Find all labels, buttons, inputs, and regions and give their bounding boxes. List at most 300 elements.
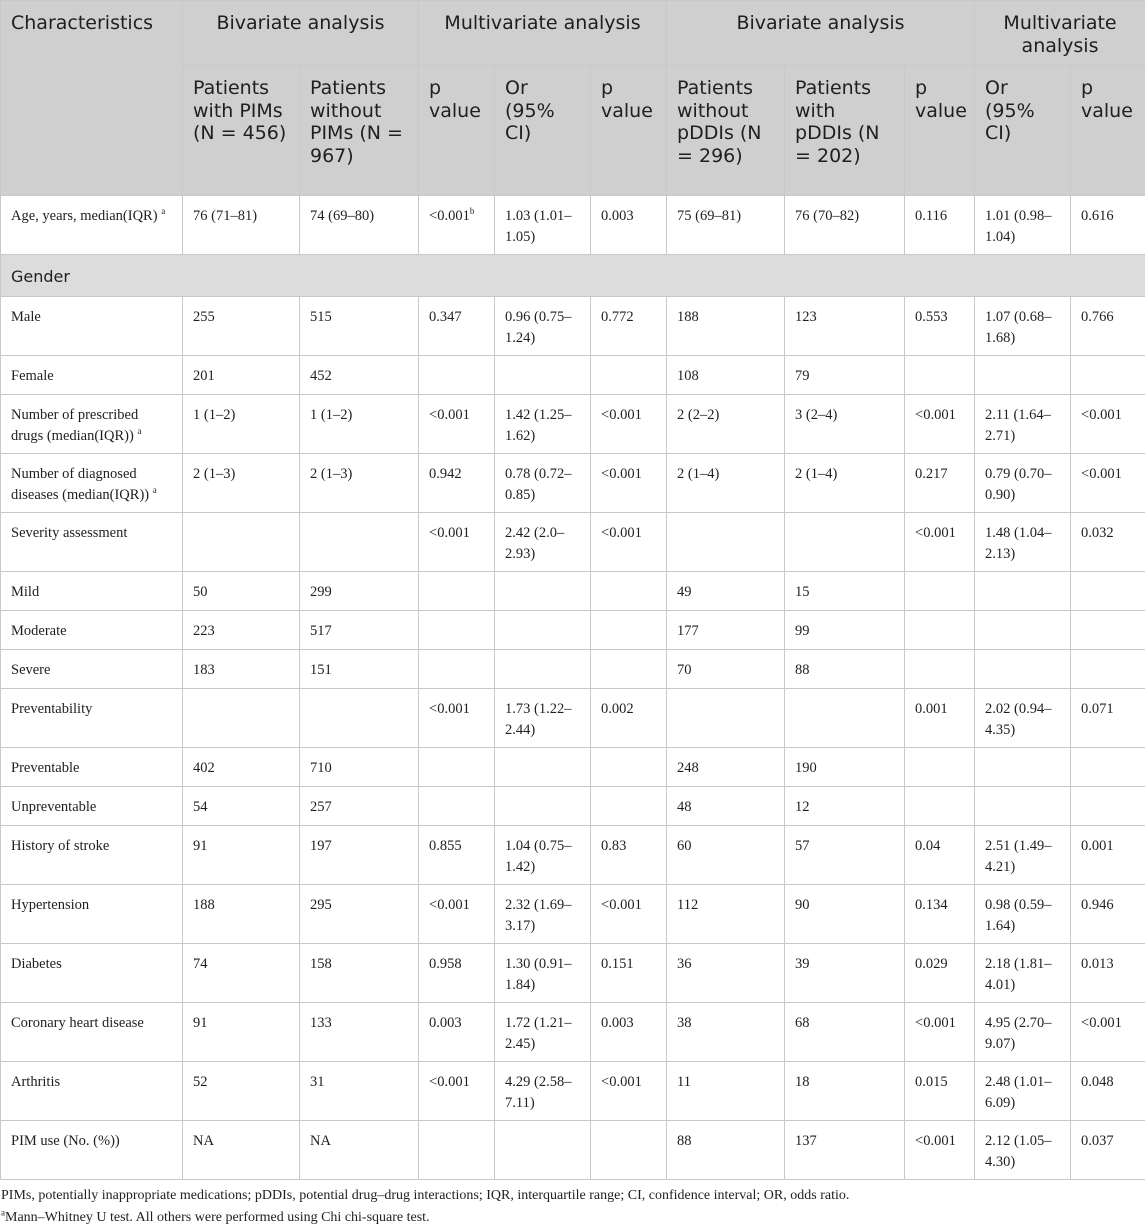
cell-value: 2.11 (1.64–2.71) (985, 407, 1051, 444)
row-label-text: Number of diagnosed diseases (median(IQR)) (11, 466, 149, 503)
table-cell (419, 1121, 495, 1180)
row-label-text: Severity assessment (11, 525, 127, 541)
cell-value: 248 (677, 760, 699, 776)
table-row (1, 395, 1145, 454)
table-cell (667, 1062, 785, 1121)
row-label (1, 611, 183, 650)
table-cell (419, 748, 495, 787)
cell-value: 0.003 (601, 208, 634, 224)
cell-value: 2.12 (1.05–4.30) (985, 1133, 1051, 1170)
table-cell (419, 395, 495, 454)
cell-value: 0.032 (1081, 525, 1114, 541)
table-cell (495, 297, 591, 356)
table-cell (975, 196, 1071, 255)
table-row (1, 885, 1145, 944)
cell-value: <0.001 (429, 407, 470, 423)
table-cell (495, 454, 591, 513)
table-cell (667, 572, 785, 611)
cell-value: 90 (795, 897, 810, 913)
table-cell (905, 650, 975, 689)
table-cell (975, 787, 1071, 826)
table-cell (785, 1003, 905, 1062)
table-cell (785, 297, 905, 356)
table-cell (975, 1003, 1071, 1062)
table-cell (975, 1062, 1071, 1121)
section-label: Gender (1, 255, 1145, 297)
table-cell (975, 689, 1071, 748)
row-label (1, 650, 183, 689)
table-cell (300, 885, 419, 944)
table-cell (1071, 944, 1145, 1003)
cell-value: 0.116 (915, 208, 947, 224)
cell-value: 133 (310, 1015, 332, 1031)
row-label-text: Number of prescribed drugs (median(IQR)) (11, 407, 138, 444)
cell-value: 2.18 (1.81–4.01) (985, 956, 1051, 993)
cell-value: 0.029 (915, 956, 948, 972)
table-cell (419, 513, 495, 572)
cell-value: 1.48 (1.04–2.13) (985, 525, 1051, 562)
cell-value: 1.30 (0.91–1.84) (505, 956, 571, 993)
cell-value: 49 (677, 584, 692, 600)
table-cell (183, 1003, 300, 1062)
table-cell (667, 787, 785, 826)
cell-value: 0.96 (0.75–1.24) (505, 309, 571, 346)
table-cell (300, 395, 419, 454)
table-cell (591, 787, 667, 826)
table-cell (667, 650, 785, 689)
cell-value: 515 (310, 309, 332, 325)
cell-value: 2 (2–2) (677, 407, 719, 423)
table-cell (591, 297, 667, 356)
cell-value: 2 (1–4) (677, 466, 719, 482)
row-label-text: PIM use (No. (%)) (11, 1133, 120, 1149)
table-cell (1071, 689, 1145, 748)
cell-value: 74 (193, 956, 208, 972)
table-cell (591, 356, 667, 395)
table-cell (591, 1062, 667, 1121)
table-cell (300, 748, 419, 787)
cell-value: <0.001 (429, 1074, 470, 1090)
cell-value: <0.001 (429, 701, 470, 717)
table-cell (591, 826, 667, 885)
row-label (1, 297, 183, 356)
table-row (1, 513, 1145, 572)
table-cell (591, 513, 667, 572)
cell-value: 452 (310, 368, 332, 384)
cell-value: 1.03 (1.01–1.05) (505, 208, 571, 245)
table-cell (975, 944, 1071, 1003)
table-cell (591, 1121, 667, 1180)
cell-value: 190 (795, 760, 817, 776)
cell-value: 18 (795, 1074, 810, 1090)
header-patients-with-pddis: Patients with pDDIs (N = 202) (785, 66, 905, 196)
cell-value: 88 (795, 662, 810, 678)
table-cell (975, 885, 1071, 944)
cell-value: 257 (310, 799, 332, 815)
table-cell (667, 611, 785, 650)
table-cell (785, 826, 905, 885)
table-cell (785, 611, 905, 650)
table-cell (419, 454, 495, 513)
table-cell (905, 454, 975, 513)
cell-value: 38 (677, 1015, 692, 1031)
cell-value: 2.02 (0.94–4.35) (985, 701, 1051, 738)
table-row (1, 787, 1145, 826)
cell-value: 0.217 (915, 466, 948, 482)
table-cell (495, 1003, 591, 1062)
cell-value: 2.48 (1.01–6.09) (985, 1074, 1051, 1111)
row-label (1, 1062, 183, 1121)
table-cell (785, 356, 905, 395)
row-label-text: Female (11, 368, 54, 384)
table-cell (667, 297, 785, 356)
table-cell (785, 787, 905, 826)
cell-value: 0.946 (1081, 897, 1114, 913)
cell-value: 48 (677, 799, 692, 815)
cell-value: <0.001 (1081, 466, 1122, 482)
cell-value: 177 (677, 623, 699, 639)
footnote-marker: a (137, 426, 141, 436)
table-cell (495, 513, 591, 572)
row-label-text: Diabetes (11, 956, 62, 972)
cell-value: 0.98 (0.59–1.64) (985, 897, 1051, 934)
table-cell (667, 356, 785, 395)
table-row (1, 1003, 1145, 1062)
table-cell (183, 944, 300, 1003)
cell-value: 36 (677, 956, 692, 972)
table-cell (785, 1062, 905, 1121)
footnote-a (1, 1207, 1145, 1229)
table-cell (183, 689, 300, 748)
table-cell (905, 513, 975, 572)
cell-value: 112 (677, 897, 698, 913)
cell-value: 91 (193, 1015, 208, 1031)
table-row (1, 748, 1145, 787)
cell-value: 0.003 (429, 1015, 462, 1031)
cell-value: 0.79 (0.70–0.90) (985, 466, 1051, 503)
table-row (1, 454, 1145, 513)
table-cell (905, 787, 975, 826)
table-cell (1071, 454, 1145, 513)
cell-value: 0.766 (1081, 309, 1114, 325)
table-cell (183, 650, 300, 689)
table-cell (905, 826, 975, 885)
table-cell (183, 395, 300, 454)
table-cell (1071, 650, 1145, 689)
cell-value: 0.071 (1081, 701, 1114, 717)
table-row (1, 356, 1145, 395)
table-cell (591, 650, 667, 689)
cell-value: 31 (310, 1074, 325, 1090)
table-row (1, 689, 1145, 748)
table-cell (300, 611, 419, 650)
row-label (1, 395, 183, 454)
cell-value: NA (193, 1133, 214, 1149)
cell-value: 0.002 (601, 701, 634, 717)
cell-value: 50 (193, 584, 208, 600)
cell-value: 151 (310, 662, 332, 678)
table-cell (667, 1003, 785, 1062)
cell-value: 74 (69–80) (310, 208, 374, 224)
cell-value: 158 (310, 956, 332, 972)
table-cell (905, 944, 975, 1003)
cell-value: 0.772 (601, 309, 634, 325)
cell-value: 201 (193, 368, 215, 384)
cell-value: <0.001 (915, 407, 956, 423)
cell-value: 188 (193, 897, 215, 913)
cell-value: <0.001 (601, 525, 642, 541)
cell-value: 0.78 (0.72–0.85) (505, 466, 571, 503)
table-cell (785, 748, 905, 787)
table-cell (667, 1121, 785, 1180)
table-cell (419, 650, 495, 689)
table-cell (667, 944, 785, 1003)
cell-value: 0.037 (1081, 1133, 1114, 1149)
table-cell (300, 1121, 419, 1180)
table-cell (785, 196, 905, 255)
table-cell (1071, 1121, 1145, 1180)
table-cell (495, 650, 591, 689)
table-cell (975, 297, 1071, 356)
table-footnotes (0, 1180, 1145, 1229)
table-cell (785, 689, 905, 748)
cell-value: 123 (795, 309, 817, 325)
row-label-text: Preventable (11, 760, 79, 776)
cell-value: <0.001 (915, 525, 956, 541)
table-row (1, 297, 1145, 356)
cell-value: <0.001 (915, 1133, 956, 1149)
table-cell (591, 196, 667, 255)
table-cell (975, 1121, 1071, 1180)
table-cell (300, 356, 419, 395)
row-label-text: Unpreventable (11, 799, 96, 815)
cell-value: 52 (193, 1074, 208, 1090)
cell-value: 1.07 (0.68–1.68) (985, 309, 1051, 346)
row-label (1, 944, 183, 1003)
table-cell (495, 787, 591, 826)
header-group-multivariate-pddis: Multivariate analysis (975, 1, 1145, 66)
table-cell (591, 748, 667, 787)
cell-value: 108 (677, 368, 699, 384)
row-label-text: Arthritis (11, 1074, 60, 1090)
table-cell (183, 513, 300, 572)
table-cell (591, 689, 667, 748)
cell-value: 0.015 (915, 1074, 948, 1090)
table-cell (905, 1062, 975, 1121)
table-row (1, 1121, 1145, 1180)
row-label-text: Moderate (11, 623, 67, 639)
cell-value: 0.001 (1081, 838, 1114, 854)
table-cell (183, 196, 300, 255)
table-cell (667, 513, 785, 572)
cell-value: 1 (1–2) (193, 407, 235, 423)
cell-value: 60 (677, 838, 692, 854)
table-cell (905, 1121, 975, 1180)
row-label-text: Severe (11, 662, 50, 678)
cell-value: 1.04 (0.75–1.42) (505, 838, 571, 875)
table-cell (495, 1062, 591, 1121)
cell-value: 4.95 (2.70–9.07) (985, 1015, 1051, 1052)
cell-value: 2.42 (2.0–2.93) (505, 525, 564, 562)
row-label-text: Mild (11, 584, 39, 600)
table-cell (1071, 356, 1145, 395)
table-cell (785, 650, 905, 689)
cell-value: 0.151 (601, 956, 634, 972)
cell-value: 0.553 (915, 309, 948, 325)
table-cell (183, 611, 300, 650)
header-or-ci: Or (95% CI) (975, 66, 1071, 196)
cell-value: 1.73 (1.22–2.44) (505, 701, 571, 738)
section-row (1, 255, 1145, 297)
cell-value: 2.51 (1.49–4.21) (985, 838, 1051, 875)
table-cell (300, 787, 419, 826)
table-cell (300, 196, 419, 255)
cell-value: 1.42 (1.25–1.62) (505, 407, 571, 444)
table-cell (975, 572, 1071, 611)
table-cell (975, 454, 1071, 513)
table-cell (419, 689, 495, 748)
cell-value: 75 (69–81) (677, 208, 741, 224)
header-p-value: p value (591, 66, 667, 196)
header-patients-without-pims: Patients without PIMs (N = 967) (300, 66, 419, 196)
table-cell (495, 611, 591, 650)
table-cell (975, 748, 1071, 787)
table-cell (183, 572, 300, 611)
table-cell (495, 356, 591, 395)
header-row-groups (1, 1, 1145, 66)
table-cell (419, 297, 495, 356)
row-label (1, 1121, 183, 1180)
table-cell (183, 454, 300, 513)
table-cell (905, 196, 975, 255)
row-label (1, 885, 183, 944)
row-label (1, 196, 183, 255)
cell-value: 1.01 (0.98–1.04) (985, 208, 1051, 245)
table-cell (667, 689, 785, 748)
cell-value: 2 (1–3) (310, 466, 352, 482)
table-cell (1071, 885, 1145, 944)
row-label (1, 689, 183, 748)
cell-value: 70 (677, 662, 692, 678)
table-row (1, 826, 1145, 885)
table-cell (183, 885, 300, 944)
cell-value: <0.001 (429, 208, 470, 224)
cell-value: 0.855 (429, 838, 462, 854)
table-row (1, 572, 1145, 611)
table-row (1, 944, 1145, 1003)
row-label-text: Hypertension (11, 897, 89, 913)
row-label-text: Preventability (11, 701, 92, 717)
cell-value: 79 (795, 368, 810, 384)
table-cell (975, 650, 1071, 689)
table-cell (495, 1121, 591, 1180)
row-label (1, 356, 183, 395)
table-row (1, 650, 1145, 689)
cell-value: 68 (795, 1015, 810, 1031)
cell-value: 517 (310, 623, 332, 639)
table-cell (495, 196, 591, 255)
cell-value: 0.942 (429, 466, 462, 482)
cell-value: <0.001 (429, 897, 470, 913)
table-cell (591, 1003, 667, 1062)
cell-value: 299 (310, 584, 332, 600)
header-group-bivariate-pims: Bivariate analysis (183, 1, 419, 66)
table-cell (183, 826, 300, 885)
header-or-ci: Or (95% CI) (495, 66, 591, 196)
cell-value: 183 (193, 662, 215, 678)
table-cell (419, 944, 495, 1003)
table-cell (1071, 572, 1145, 611)
table-row (1, 1062, 1145, 1121)
cell-value: 0.013 (1081, 956, 1114, 972)
footnote-marker: a (161, 206, 165, 216)
table-cell (495, 689, 591, 748)
cell-value: 0.616 (1081, 208, 1114, 224)
table-row (1, 611, 1145, 650)
cell-value: 2.32 (1.69–3.17) (505, 897, 571, 934)
cell-value: 3 (2–4) (795, 407, 837, 423)
cell-value: 710 (310, 760, 332, 776)
table-cell (591, 611, 667, 650)
table-cell (905, 689, 975, 748)
cell-value: <0.001 (1081, 1015, 1122, 1031)
footnote-marker: a (153, 485, 157, 495)
table-cell (905, 356, 975, 395)
table-cell (591, 572, 667, 611)
table-cell (183, 787, 300, 826)
header-group-multivariate-pims: Multivariate analysis (419, 1, 667, 66)
header-p-value: p value (419, 66, 495, 196)
table-cell (1071, 513, 1145, 572)
table-cell (183, 356, 300, 395)
table-cell (300, 650, 419, 689)
cell-value: 0.001 (915, 701, 948, 717)
table-cell (183, 1062, 300, 1121)
cell-value: 91 (193, 838, 208, 854)
table-cell (419, 356, 495, 395)
header-group-bivariate-pddis: Bivariate analysis (667, 1, 975, 66)
cell-value: 1 (1–2) (310, 407, 352, 423)
cell-value: <0.001 (915, 1015, 956, 1031)
cell-value: <0.001 (601, 466, 642, 482)
table-cell (183, 748, 300, 787)
cell-value: 88 (677, 1133, 692, 1149)
table-cell (905, 611, 975, 650)
row-label (1, 826, 183, 885)
table-cell (905, 748, 975, 787)
table-cell (300, 1003, 419, 1062)
cell-value: <0.001 (601, 897, 642, 913)
row-label-text: Coronary heart disease (11, 1015, 144, 1031)
table-cell (419, 885, 495, 944)
table-cell (1071, 196, 1145, 255)
table-cell (419, 196, 495, 255)
table-cell (975, 395, 1071, 454)
cell-value: 223 (193, 623, 215, 639)
cell-value: <0.001 (1081, 407, 1122, 423)
footnote-abbreviations: PIMs, potentially inappropriate medications; pDDIs, potential drug–drug interactions; IQR, interquartile range; CI, confidence interval; OR, odds ratio. (1, 1185, 1145, 1207)
cell-value: <0.001 (601, 407, 642, 423)
table-cell (905, 885, 975, 944)
cell-value: 54 (193, 799, 208, 815)
cell-value: <0.001 (601, 1074, 642, 1090)
table-cell (419, 572, 495, 611)
table-cell (300, 1062, 419, 1121)
row-label-text: History of stroke (11, 838, 109, 854)
table-cell (905, 1003, 975, 1062)
cell-value: 57 (795, 838, 810, 854)
table-cell (1071, 787, 1145, 826)
